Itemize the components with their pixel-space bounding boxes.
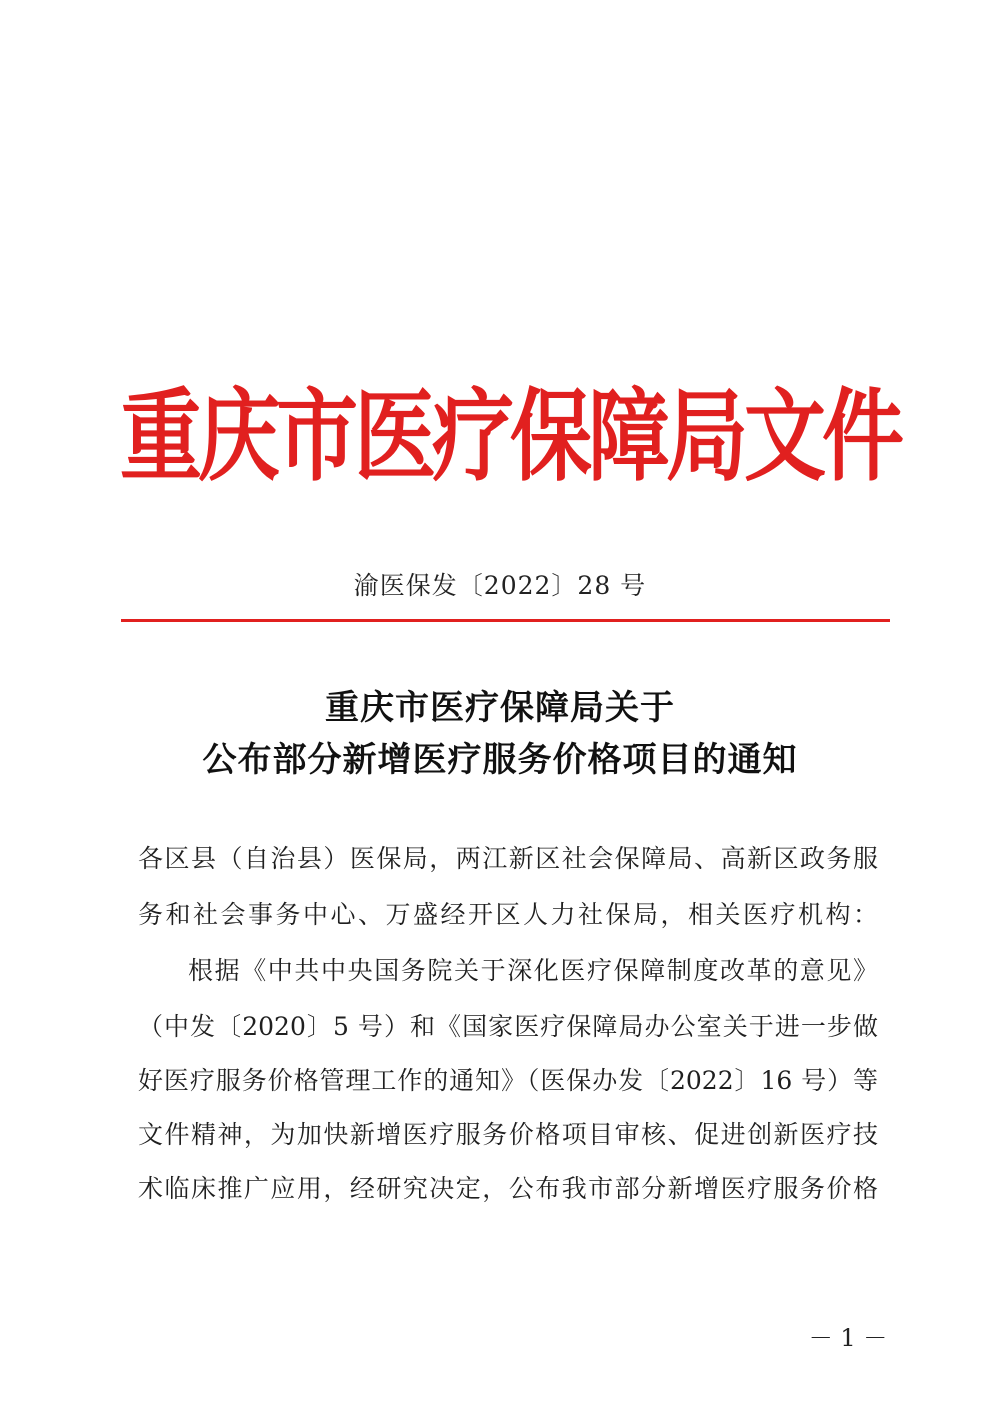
notice-title-line-2: 公布部分新增医疗服务价格项目的通知 — [202, 740, 798, 780]
body-text-line: 各区县（自治县）医保局，两江新区社会保障局、高新区政务服 — [138, 844, 878, 873]
red-divider-line — [121, 619, 890, 622]
masthead-char: 医 — [354, 378, 437, 496]
masthead-char: 市 — [276, 378, 359, 496]
masthead-char: 保 — [510, 378, 593, 496]
body-text-line: 术临床推广应用，经研究决定，公布我市部分新增医疗服务价格 — [138, 1174, 878, 1203]
masthead-char: 局 — [666, 378, 749, 496]
masthead-char: 疗 — [432, 378, 515, 496]
masthead-char: 重 — [120, 378, 203, 496]
masthead-char: 庆 — [198, 378, 281, 496]
masthead-char: 件 — [822, 378, 905, 496]
masthead-char: 文 — [744, 378, 827, 496]
masthead-title — [120, 372, 905, 502]
masthead-char: 障 — [588, 378, 671, 496]
body-text-line: 根据《中共中央国务院关于深化医疗保障制度改革的意见》 — [188, 956, 878, 985]
document-number: 渝医保发〔2022〕28 号 — [353, 571, 647, 600]
body-text-line: 文件精神，为加快新增医疗服务价格项目审核、促进创新医疗技 — [138, 1120, 878, 1149]
body-text-line: 务和社会事务中心、万盛经开区人力社保局，相关医疗机构： — [138, 900, 878, 929]
page-number: － 1 － — [808, 1324, 888, 1352]
body-text-line: 好医疗服务价格管理工作的通知》（医保办发〔2022〕16 号）等 — [138, 1066, 878, 1095]
notice-title-line-1: 重庆市医疗保障局关于 — [325, 688, 675, 728]
body-text-line: （中发〔2020〕5 号）和《国家医疗保障局办公室关于进一步做 — [138, 1012, 878, 1041]
